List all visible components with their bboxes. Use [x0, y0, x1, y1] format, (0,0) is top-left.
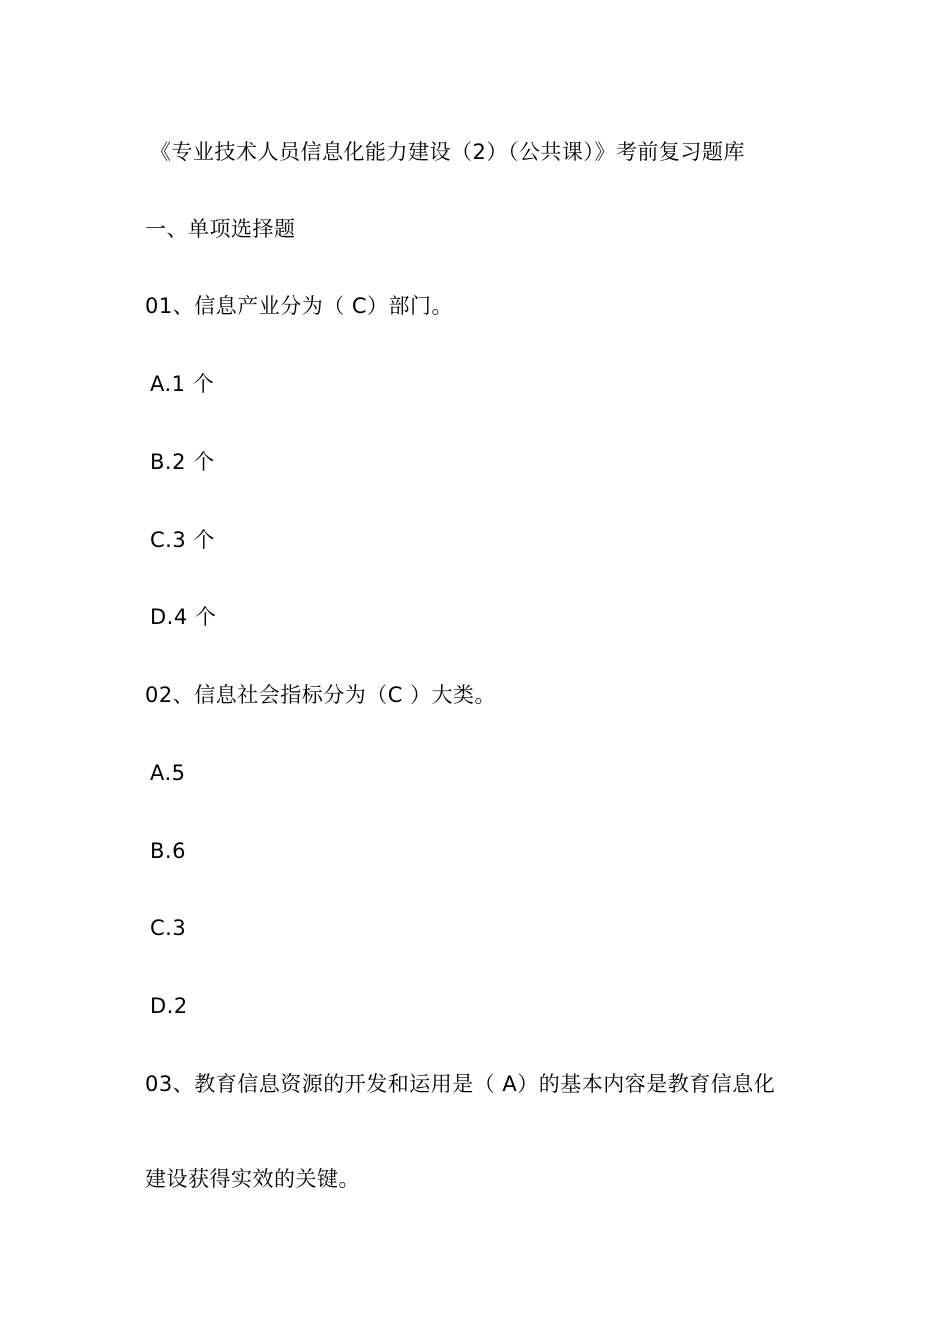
question-2-option-a: A.5 [150, 761, 186, 785]
document-title: 《专业技术人员信息化能力建设（2）（公共课）》考前复习题库 [150, 140, 745, 164]
question-1-option-d: D.4 个 [150, 605, 217, 629]
question-1-option-c: C.3 个 [150, 528, 215, 552]
question-3-stem-line-1: 03、教育信息资源的开发和运用是（ A）的基本内容是教育信息化 [145, 1072, 776, 1096]
question-1-option-a: A.1 个 [150, 372, 215, 396]
question-2-option-d: D.2 [150, 994, 188, 1018]
question-1-option-b: B.2 个 [150, 450, 215, 474]
section-heading: 一、单项选择题 [145, 217, 296, 241]
question-2-option-b: B.6 [150, 839, 186, 863]
question-2-stem: 02、信息社会指标分为（C ）大类。 [145, 683, 497, 707]
question-1-stem: 01、信息产业分为（ C）部门。 [145, 294, 454, 318]
question-3-stem-line-2: 建设获得实效的关键。 [145, 1167, 360, 1191]
question-2-option-c: C.3 [150, 916, 187, 940]
